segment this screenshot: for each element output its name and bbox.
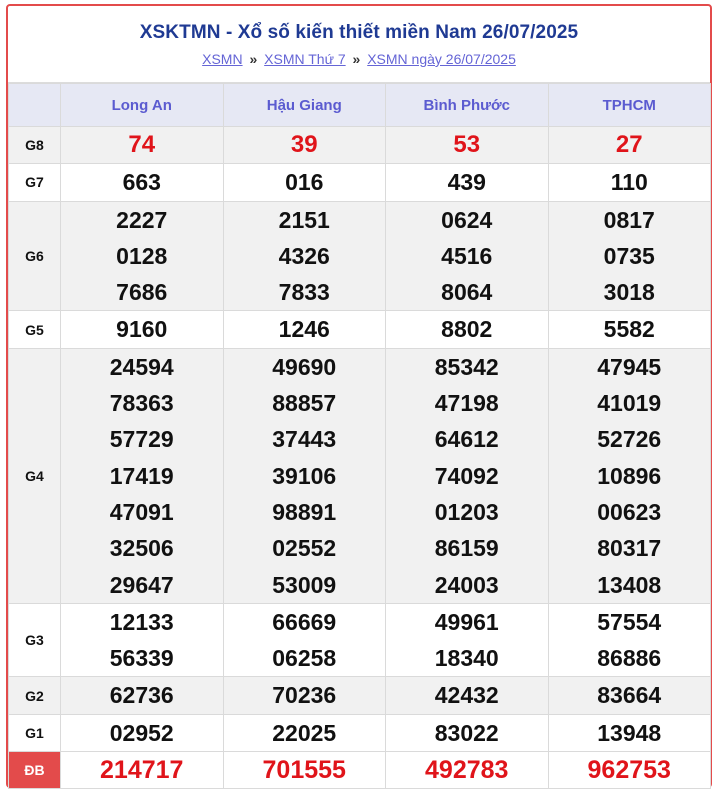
prize-cell: [548, 201, 711, 311]
prize-cell: [386, 127, 549, 164]
prize-cell: [61, 164, 224, 201]
prize-number: 41019: [597, 390, 662, 417]
prize-number: 02552: [272, 535, 337, 562]
prize-number: 02952: [109, 719, 174, 746]
prize-cell: [548, 311, 711, 348]
prize-number: 4516: [441, 242, 493, 269]
prize-number: 01203: [434, 498, 499, 525]
prize-number: 86159: [434, 535, 499, 562]
prize-cell: [548, 127, 711, 164]
prize-number: 17419: [109, 462, 174, 489]
prize-cell: [223, 164, 386, 201]
prize-cell: [548, 348, 711, 603]
prize-number: 49690: [272, 353, 337, 380]
prize-number: 18340: [434, 645, 499, 672]
prize-number: 74092: [434, 462, 499, 489]
prize-number: 10896: [597, 462, 662, 489]
prize-cell: [548, 603, 711, 677]
prize-number: 49961: [434, 608, 499, 635]
breadcrumb-link-xsmn-date[interactable]: XSMN ngày 26/07/2025: [367, 51, 516, 67]
prize-number: 47945: [597, 353, 662, 380]
prize-number: 2227: [116, 206, 168, 233]
prize-cell: [223, 603, 386, 677]
prize-cell: [61, 201, 224, 311]
prize-cell: [61, 603, 224, 677]
prize-number: 12133: [109, 608, 174, 635]
prize-number: 27: [615, 131, 643, 158]
prize-row: [9, 603, 711, 677]
prize-number: 37443: [272, 426, 337, 453]
prize-cell: [61, 127, 224, 164]
province-header: Long An: [61, 84, 224, 127]
prize-number: 32506: [109, 535, 174, 562]
prize-number: 78363: [109, 390, 174, 417]
prize-number: 62736: [109, 682, 174, 709]
prize-row: [9, 752, 711, 789]
prize-row: [9, 714, 711, 751]
prize-row: [9, 201, 711, 311]
prize-number: 3018: [603, 279, 655, 306]
prize-number: 98891: [272, 498, 337, 525]
prize-number: 110: [610, 169, 648, 196]
prize-number: 83664: [597, 682, 662, 709]
prize-cell: [386, 677, 549, 714]
prize-cell: [61, 311, 224, 348]
prize-number: 8064: [441, 279, 493, 306]
panel-header: [8, 6, 710, 83]
prize-label: G5: [9, 311, 61, 348]
prize-number: 29647: [109, 571, 174, 598]
prize-number: 2151: [278, 206, 330, 233]
prize-number: 439: [447, 169, 486, 196]
prize-label: G7: [9, 164, 61, 201]
province-header: TPHCM: [548, 84, 711, 127]
prize-number: 214717: [100, 756, 184, 785]
prize-cell: [223, 311, 386, 348]
prize-number: 88857: [272, 390, 337, 417]
prize-label: G8: [9, 127, 61, 164]
prize-row: [9, 311, 711, 348]
prize-number: 13408: [597, 571, 662, 598]
prize-cell: [61, 714, 224, 751]
prize-number: 7833: [278, 279, 330, 306]
prize-number: 4326: [278, 242, 330, 269]
prize-number: 0817: [603, 206, 655, 233]
prize-number: 701555: [262, 756, 346, 785]
prize-number: 53009: [272, 571, 337, 598]
prize-number: 0624: [441, 206, 493, 233]
prize-number: 663: [122, 169, 161, 196]
breadcrumb: [8, 51, 710, 67]
prize-label: G1: [9, 714, 61, 751]
prize-number: 7686: [116, 279, 168, 306]
prize-label: G4: [9, 348, 61, 603]
breadcrumb-separator: »: [249, 51, 258, 67]
prize-label: ĐB: [9, 752, 61, 789]
prize-number: 56339: [109, 645, 174, 672]
prize-cell: [548, 164, 711, 201]
prize-number: 47091: [109, 498, 174, 525]
prize-number: 0128: [116, 242, 168, 269]
prize-cell: [223, 348, 386, 603]
prize-cell: [223, 752, 386, 789]
prize-number: 492783: [425, 756, 509, 785]
prize-cell: [61, 348, 224, 603]
prize-cell: [386, 752, 549, 789]
breadcrumb-link-xsmn[interactable]: XSMN: [202, 51, 243, 67]
prize-number: 016: [285, 169, 324, 196]
prize-number: 9160: [116, 316, 168, 343]
prize-cell: [61, 752, 224, 789]
prize-cell: [223, 677, 386, 714]
prize-cell: [386, 311, 549, 348]
prize-row: [9, 164, 711, 201]
prize-number: 42432: [434, 682, 499, 709]
prize-number: 22025: [272, 719, 337, 746]
prize-cell: [548, 714, 711, 751]
prize-cell: [386, 714, 549, 751]
prize-number: 57729: [109, 426, 174, 453]
header-corner: [9, 84, 61, 127]
prize-number: 70236: [272, 682, 337, 709]
page-title: XSKTMN - Xổ số kiến thiết miền Nam 26/07/2025: [139, 22, 579, 43]
prize-cell: [548, 677, 711, 714]
prize-label: G6: [9, 201, 61, 311]
prize-number: 24594: [109, 353, 174, 380]
prize-number: 52726: [597, 426, 662, 453]
prize-number: 962753: [587, 756, 671, 785]
results-table: [8, 83, 711, 789]
prize-number: 39: [290, 131, 318, 158]
prize-cell: [223, 714, 386, 751]
prize-number: 24003: [434, 571, 499, 598]
prize-number: 13948: [597, 719, 662, 746]
prize-row: [9, 348, 711, 603]
prize-number: 1246: [278, 316, 330, 343]
prize-row: [9, 127, 711, 164]
breadcrumb-link-xsmn-thu7[interactable]: XSMN Thứ 7: [264, 51, 346, 67]
prize-number: 47198: [434, 390, 499, 417]
prize-cell: [386, 348, 549, 603]
province-header-row: [9, 84, 711, 127]
prize-number: 86886: [597, 645, 662, 672]
prize-number: 53: [453, 131, 481, 158]
prize-cell: [61, 677, 224, 714]
prize-number: 8802: [441, 316, 493, 343]
prize-number: 74: [128, 131, 156, 158]
prize-number: 83022: [434, 719, 499, 746]
breadcrumb-separator: »: [352, 51, 361, 67]
prize-cell: [223, 201, 386, 311]
prize-number: 57554: [597, 608, 662, 635]
prize-row: [9, 677, 711, 714]
prize-number: 80317: [597, 535, 662, 562]
prize-cell: [386, 603, 549, 677]
prize-label: G2: [9, 677, 61, 714]
prize-number: 85342: [434, 353, 499, 380]
prize-cell: [548, 752, 711, 789]
province-header: Hậu Giang: [223, 84, 386, 127]
prize-number: 5582: [603, 316, 655, 343]
prize-cell: [223, 127, 386, 164]
prize-number: 66669: [272, 608, 337, 635]
prize-number: 06258: [272, 645, 337, 672]
prize-number: 00623: [597, 498, 662, 525]
prize-number: 0735: [603, 242, 655, 269]
prize-number: 64612: [434, 426, 499, 453]
results-panel: [6, 4, 712, 788]
prize-cell: [386, 164, 549, 201]
prize-number: 39106: [272, 462, 337, 489]
province-header: Bình Phước: [386, 84, 549, 127]
prize-cell: [386, 201, 549, 311]
prize-label: G3: [9, 603, 61, 677]
